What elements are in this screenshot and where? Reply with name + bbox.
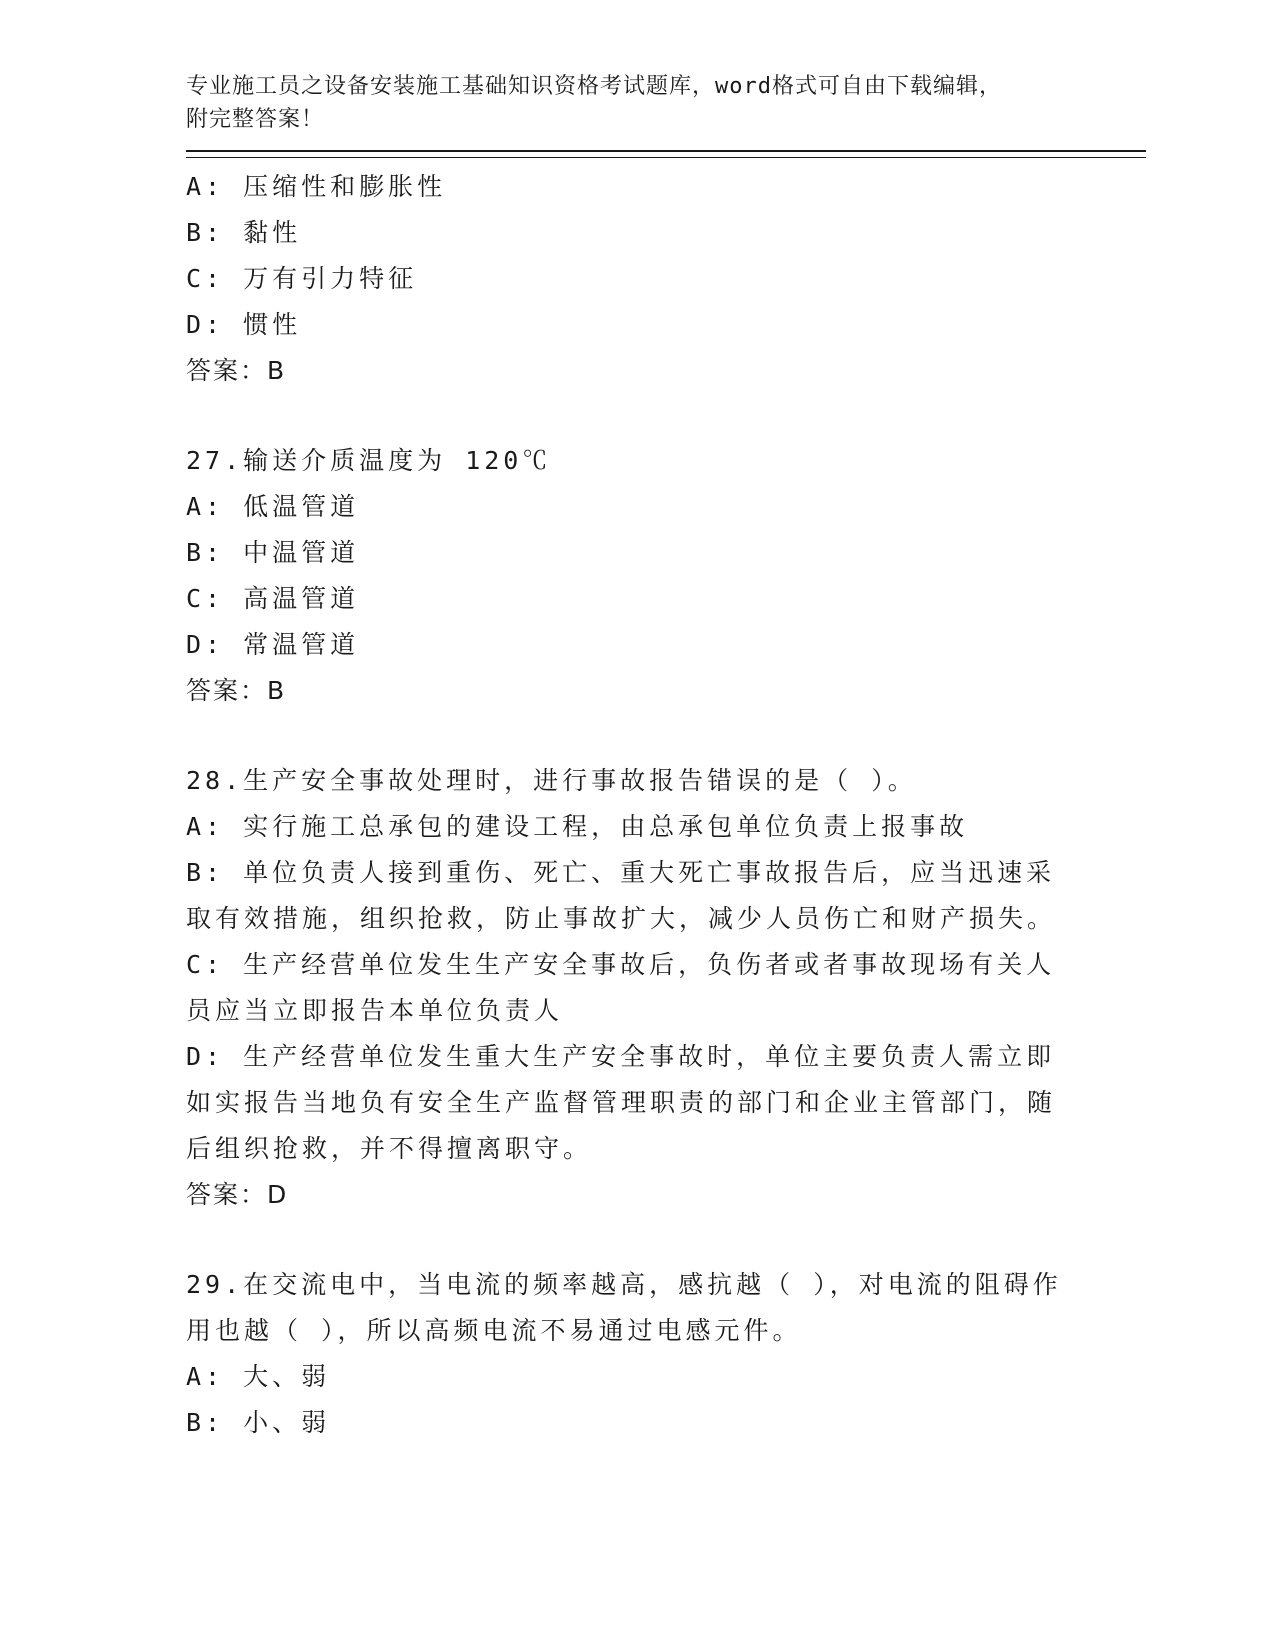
answer: 答案：B: [186, 676, 287, 705]
spacer: [186, 394, 1146, 438]
spacer: [186, 1218, 1146, 1262]
option-a: A: 大、弱: [186, 1362, 331, 1391]
question-list: [186, 164, 1146, 1446]
option-b: B: 小、弱: [186, 1408, 331, 1437]
option-a: A: 压缩性和膨胀性: [186, 172, 447, 201]
option-c: C: 高温管道: [186, 584, 360, 613]
header-line-1: 专业施工员之设备安装施工基础知识资格考试题库，word格式可自由下载编辑，: [186, 74, 1002, 99]
question-text: 27.输送介质温度为 120℃: [186, 446, 552, 475]
option-d: D: 生产经营单位发生重大生产安全事故时，单位主要负责人需立即如实报告当地负有安全生产监督管理职责的部门和企业主管部门，随后组织抢救，并不得擅离职守。: [186, 1042, 1057, 1163]
question-text: 28.生产安全事故处理时，进行事故报告错误的是（ ）。: [186, 766, 917, 795]
document-page: [186, 70, 1146, 1446]
option-c: C: 生产经营单位发生生产安全事故后，负伤者或者事故现场有关人员应当立即报告本单位负责人: [186, 950, 1056, 1025]
option-c: C: 万有引力特征: [186, 264, 418, 293]
option-d: D: 常温管道: [186, 630, 360, 659]
option-b: B: 单位负责人接到重伤、死亡、重大死亡事故报告后，应当迅速采取有效措施，组织抢救，防止事故扩大，减少人员伤亡和财产损失。: [186, 858, 1057, 933]
document-header: [186, 70, 1066, 136]
option-b: B: 黏性: [186, 218, 302, 247]
option-d: D: 惯性: [186, 310, 302, 339]
header-divider: [186, 150, 1146, 158]
spacer: [186, 714, 1146, 758]
option-a: A: 实行施工总承包的建设工程，由总承包单位负责上报事故: [186, 812, 969, 841]
question-28: [186, 758, 1146, 1218]
answer: 答案：D: [186, 1180, 289, 1209]
header-line-2: 附完整答案！: [186, 107, 325, 132]
option-a: A: 低温管道: [186, 492, 360, 521]
option-b: B: 中温管道: [186, 538, 360, 567]
question-29: [186, 1262, 1146, 1446]
question-26: [186, 164, 1146, 394]
question-text: 29.在交流电中，当电流的频率越高，感抗越（ ），对电流的阻碍作用也越（ ），所以高频电流不易通过电感元件。: [186, 1270, 1062, 1345]
answer: 答案：B: [186, 356, 287, 385]
question-27: [186, 438, 1146, 714]
